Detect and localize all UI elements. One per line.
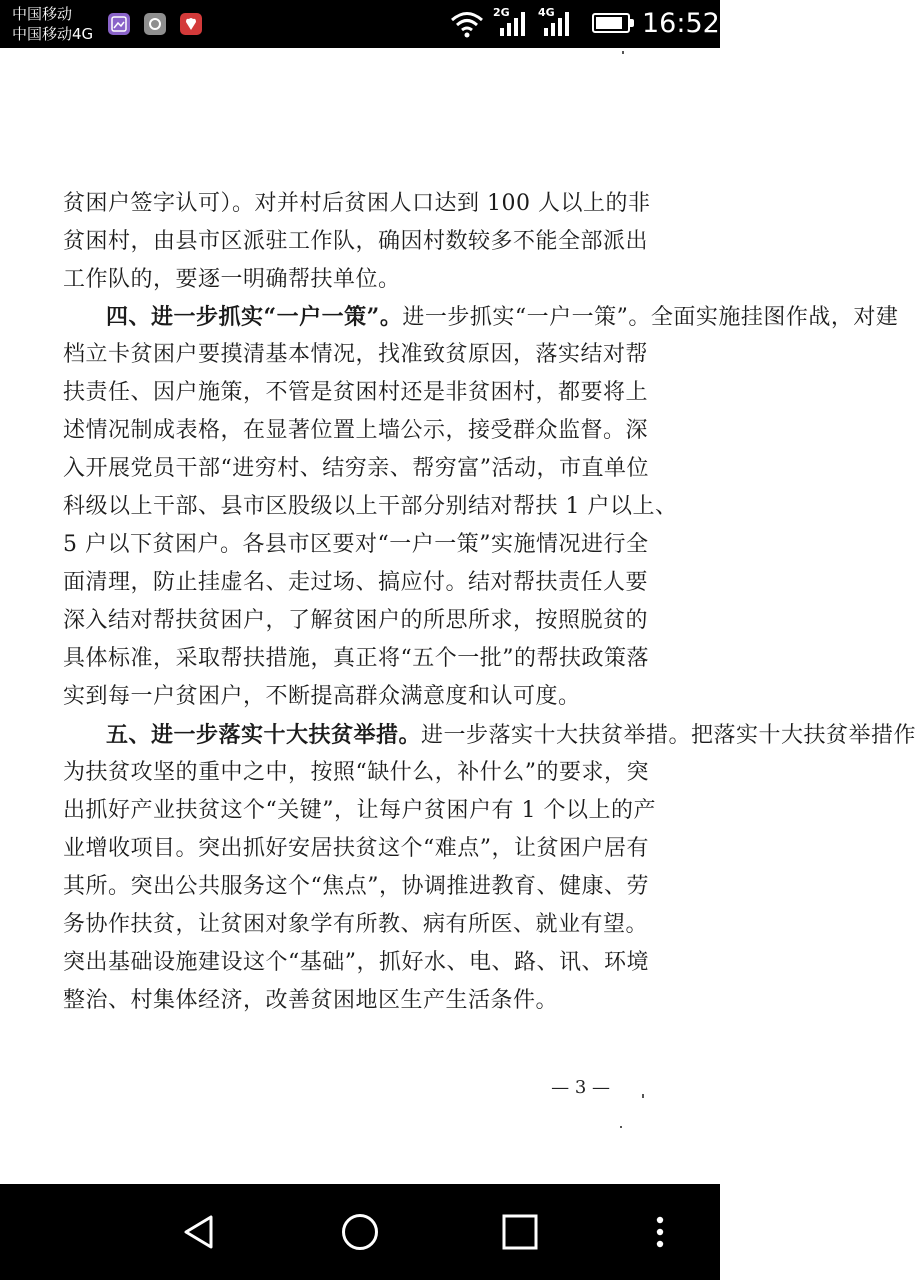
- navigation-bar: [0, 1184, 720, 1280]
- text-line: 扶责任、因户施策，不管是贫困村还是非贫困村，都要将上: [63, 380, 649, 405]
- text-line: 实到每一户贫困户，不断提高群众满意度和认可度。: [63, 684, 581, 709]
- text-line: 5 户以下贫困户。各县市区要对“一户一策”实施情况进行全: [63, 532, 649, 557]
- recents-icon[interactable]: [500, 1212, 540, 1252]
- text-line: 务协作扶贫，让贫困对象学有所教、病有所医、就业有望。: [63, 912, 649, 937]
- heading-number: 四、: [106, 304, 152, 330]
- text-line: 为扶贫攻坚的重中之中，按照“缺什么，补什么”的要求，突: [63, 760, 649, 785]
- app-icon: [144, 13, 166, 35]
- gallery-icon: [108, 13, 130, 35]
- text-line: 具体标准，采取帮扶措施，真正将“五个一批”的帮扶政策落: [63, 646, 649, 671]
- text-line: 突出基础设施建设这个“基础”，抓好水、电、路、讯、环境: [63, 950, 649, 975]
- signal-icon: [498, 12, 528, 36]
- text-line: 贫困村，由县市区派驻工作队，确因村数较多不能全部派出: [63, 229, 649, 254]
- scan-artifact: [622, 51, 624, 54]
- text-line: 工作队的，要逐一明确帮扶单位。: [63, 267, 401, 292]
- section-heading-5: [106, 716, 916, 754]
- text-line: 出抓好产业扶贫这个“关键”，让每户贫困户有 1 个以上的产: [63, 798, 656, 823]
- text-line: 贫困户签字认可）。对并村后贫困人口达到 100 人以上的非: [63, 191, 651, 216]
- heading-continuation: 进一步抓实“一户一策”。全面实施挂图作战，对建: [402, 305, 899, 330]
- heading-title: 进一步抓实“一户一策”。: [151, 304, 403, 330]
- status-bar: [0, 0, 720, 48]
- clock: 16:52: [642, 8, 720, 39]
- wifi-icon: [450, 10, 484, 38]
- heading-number: 五、: [106, 722, 152, 748]
- text-line: 其所。突出公共服务这个“焦点”，协调推进教育、健康、劳: [63, 874, 649, 899]
- network-type-label-a: 2G: [493, 6, 510, 19]
- back-icon[interactable]: [180, 1212, 220, 1252]
- page-number: — 3 —: [551, 1077, 610, 1098]
- text-line: 整治、村集体经济，改善贫困地区生产生活条件。: [63, 988, 559, 1013]
- text-line: 述情况制成表格，在显著位置上墙公示，接受群众监督。深: [63, 418, 649, 443]
- battery-icon: [592, 13, 630, 33]
- huawei-icon: [180, 13, 202, 35]
- menu-icon[interactable]: [640, 1212, 680, 1252]
- signal-icon: [542, 12, 572, 36]
- heading-title: 进一步落实十大扶贫举措。: [151, 722, 422, 748]
- text-line: 科级以上干部、县市区股级以上干部分别结对帮扶 1 户以上、: [63, 494, 678, 519]
- home-icon[interactable]: [340, 1212, 380, 1252]
- carrier-label-secondary: 中国移动4G: [12, 25, 94, 43]
- section-heading-4: [106, 298, 899, 336]
- carrier-label-primary: 中国移动: [12, 5, 73, 23]
- text-line: 面清理，防止挂虚名、走过场、搞应付。结对帮扶责任人要: [63, 570, 649, 595]
- text-line: 入开展党员干部“进穷村、结穷亲、帮穷富”活动，市直单位: [63, 456, 649, 481]
- scan-artifact: [642, 1094, 644, 1098]
- scan-artifact: [620, 1126, 622, 1128]
- text-line: 档立卡贫困户要摸清基本情况，找准致贫原因，落实结对帮: [63, 342, 649, 367]
- heading-continuation: 进一步落实十大扶贫举措。把落实十大扶贫举措作: [421, 723, 916, 748]
- text-line: 深入结对帮扶贫困户，了解贫困户的所思所求，按照脱贫的: [63, 608, 649, 633]
- document-page[interactable]: [0, 48, 916, 1184]
- text-line: 业增收项目。突出抓好安居扶贫这个“难点”，让贫困户居有: [63, 836, 649, 861]
- network-type-label-b: 4G: [538, 6, 555, 19]
